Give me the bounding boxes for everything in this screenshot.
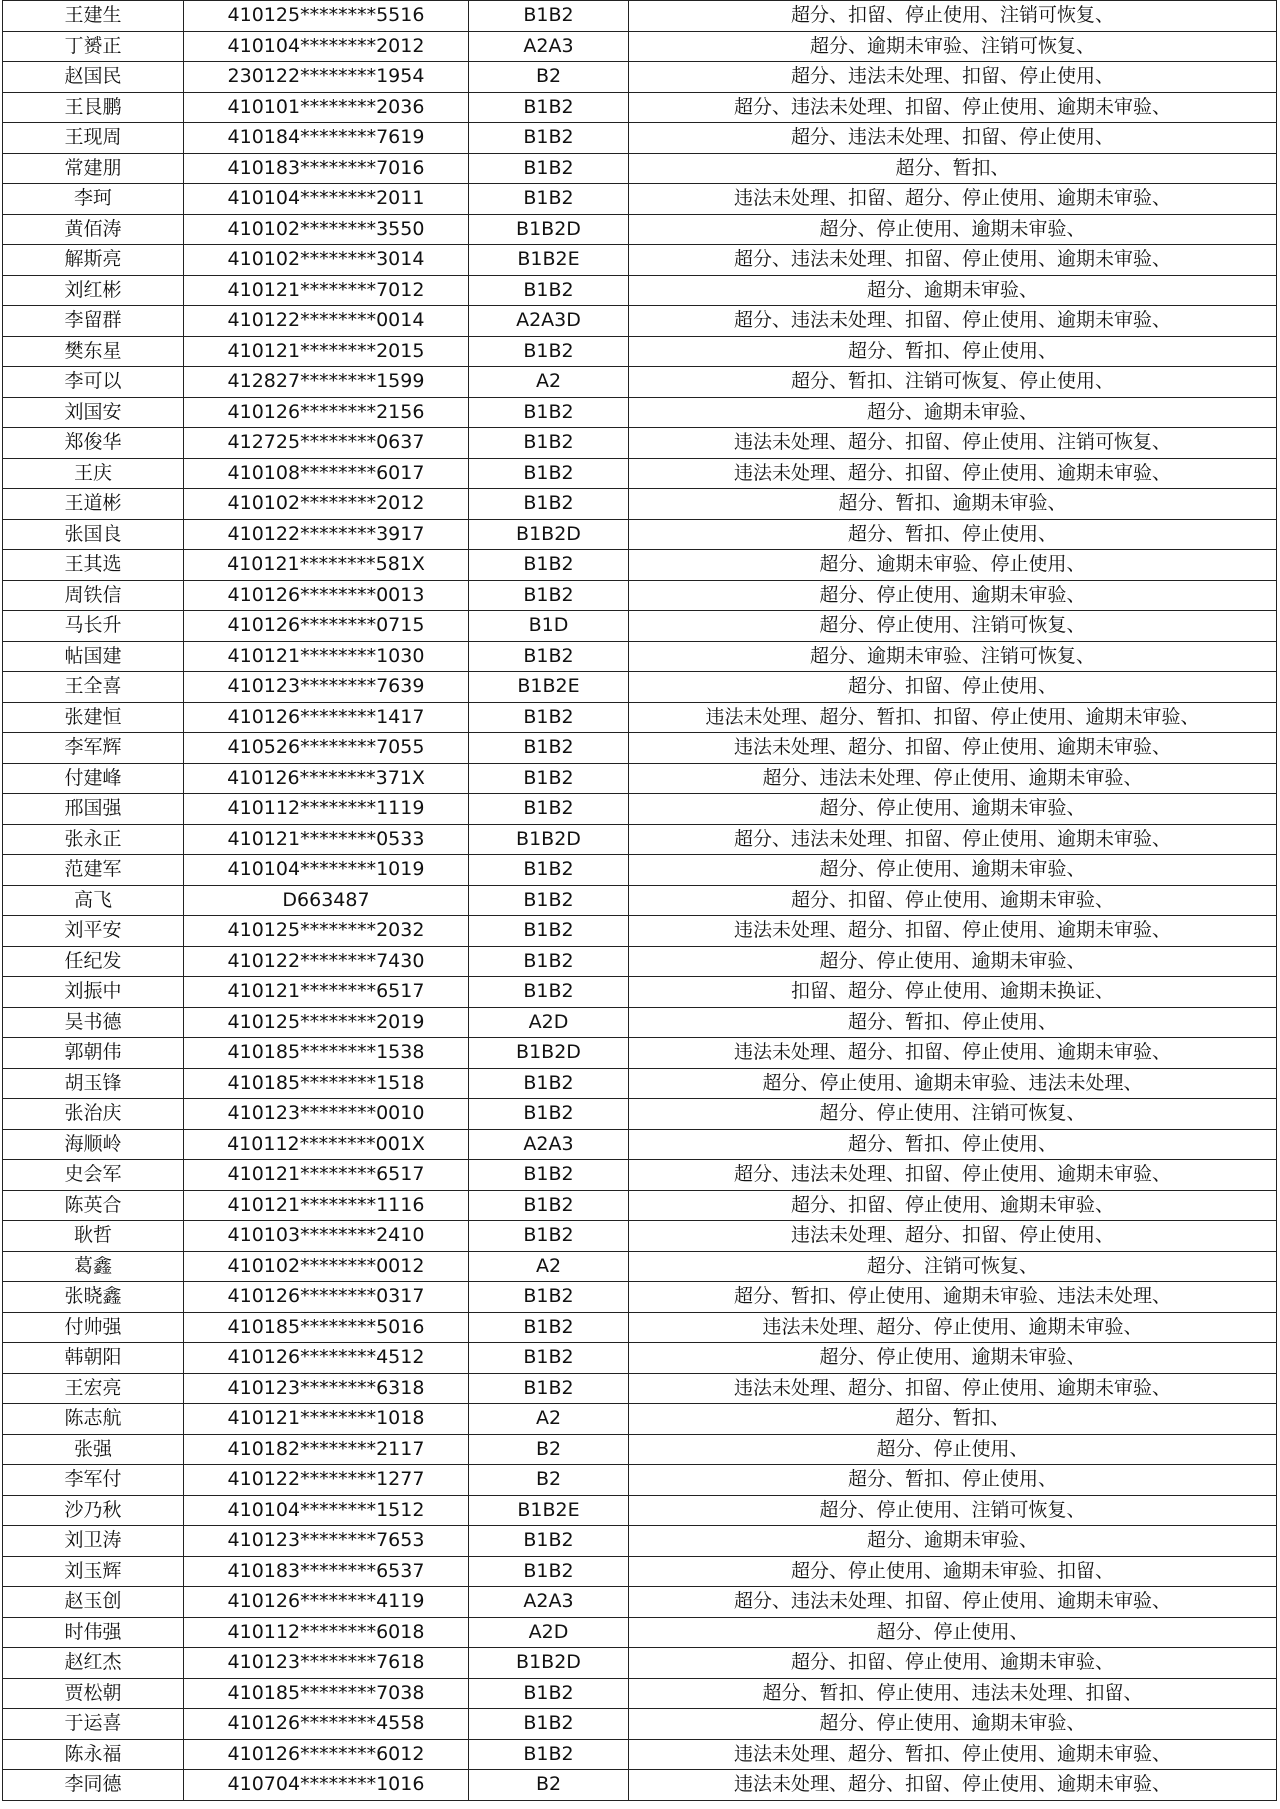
name-cell: 李可以 [3, 367, 184, 398]
id-number-cell: 410102********3550 [184, 214, 469, 245]
license-class-cell: B1B2 [469, 184, 629, 215]
license-class-cell: B1B2 [469, 1678, 629, 1709]
name-cell: 赵玉创 [3, 1587, 184, 1618]
id-number-cell: 410123********6318 [184, 1373, 469, 1404]
status-cell: 超分、违法未处理、扣留、停止使用、逾期未审验、 [629, 824, 1277, 855]
table-row [3, 763, 1277, 794]
table-row [3, 580, 1277, 611]
status-cell: 扣留、超分、停止使用、逾期未换证、 [629, 977, 1277, 1008]
name-cell: 王庆 [3, 458, 184, 489]
license-class-cell: A2 [469, 367, 629, 398]
table-row [3, 1404, 1277, 1435]
id-number-cell: 410126********1417 [184, 702, 469, 733]
license-class-cell: A2D [469, 1617, 629, 1648]
table-row [3, 519, 1277, 550]
table-row [3, 367, 1277, 398]
status-cell: 超分、逾期未审验、 [629, 397, 1277, 428]
id-number-cell: 410112********6018 [184, 1617, 469, 1648]
id-number-cell: 410122********0014 [184, 306, 469, 337]
table-row [3, 123, 1277, 154]
status-cell: 超分、暂扣、停止使用、 [629, 1129, 1277, 1160]
name-cell: 海顺岭 [3, 1129, 184, 1160]
id-number-cell: 410126********4512 [184, 1343, 469, 1374]
name-cell: 史会军 [3, 1160, 184, 1191]
status-cell: 超分、停止使用、逾期未审验、 [629, 1709, 1277, 1740]
status-cell: 违法未处理、超分、停止使用、逾期未审验、 [629, 1312, 1277, 1343]
license-class-cell: B1B2 [469, 1221, 629, 1252]
status-cell: 超分、违法未处理、扣留、停止使用、逾期未审验、 [629, 1587, 1277, 1618]
status-cell: 违法未处理、超分、扣留、停止使用、逾期未审验、 [629, 1038, 1277, 1069]
license-class-cell: B1B2 [469, 550, 629, 581]
table-row [3, 885, 1277, 916]
table-row [3, 1343, 1277, 1374]
name-cell: 张晓鑫 [3, 1282, 184, 1313]
license-class-cell: B1B2 [469, 1160, 629, 1191]
status-cell: 超分、违法未处理、停止使用、逾期未审验、 [629, 763, 1277, 794]
id-number-cell: 410103********2410 [184, 1221, 469, 1252]
status-cell: 超分、违法未处理、扣留、停止使用、逾期未审验、 [629, 1160, 1277, 1191]
license-class-cell: B1B2 [469, 92, 629, 123]
id-number-cell: 410182********2117 [184, 1434, 469, 1465]
license-class-cell: B1B2 [469, 489, 629, 520]
id-number-cell: 410121********6517 [184, 977, 469, 1008]
table-row [3, 1495, 1277, 1526]
id-number-cell: 410122********7430 [184, 946, 469, 977]
license-class-cell: B1B2 [469, 1099, 629, 1130]
license-class-cell: B1B2 [469, 977, 629, 1008]
license-class-cell: B1B2 [469, 1282, 629, 1313]
table-row [3, 733, 1277, 764]
license-class-cell: B2 [469, 1465, 629, 1496]
license-class-cell: A2 [469, 1404, 629, 1435]
name-cell: 付建峰 [3, 763, 184, 794]
table-row [3, 1007, 1277, 1038]
name-cell: 邢国强 [3, 794, 184, 825]
status-cell: 违法未处理、超分、扣留、停止使用、逾期未审验、 [629, 458, 1277, 489]
name-cell: 李珂 [3, 184, 184, 215]
license-class-cell: B1B2 [469, 916, 629, 947]
name-cell: 王宏亮 [3, 1373, 184, 1404]
name-cell: 张国良 [3, 519, 184, 550]
status-cell: 超分、停止使用、逾期未审验、 [629, 214, 1277, 245]
license-class-cell: B1B2 [469, 123, 629, 154]
status-cell: 超分、停止使用、 [629, 1434, 1277, 1465]
license-class-cell: B1D [469, 611, 629, 642]
status-cell: 超分、停止使用、逾期未审验、 [629, 580, 1277, 611]
id-number-cell: 410126********4119 [184, 1587, 469, 1618]
license-class-cell: A2A3D [469, 306, 629, 337]
status-cell: 超分、违法未处理、扣留、停止使用、逾期未审验、 [629, 245, 1277, 276]
name-cell: 黄佰涛 [3, 214, 184, 245]
status-cell: 超分、停止使用、注销可恢复、 [629, 1495, 1277, 1526]
id-number-cell: 410123********7639 [184, 672, 469, 703]
name-cell: 胡玉锋 [3, 1068, 184, 1099]
id-number-cell: 410123********7653 [184, 1526, 469, 1557]
name-cell: 李同德 [3, 1770, 184, 1801]
name-cell: 樊东星 [3, 336, 184, 367]
status-cell: 超分、暂扣、停止使用、 [629, 336, 1277, 367]
table-row [3, 1068, 1277, 1099]
table-row [3, 824, 1277, 855]
id-number-cell: 410104********2011 [184, 184, 469, 215]
table-row [3, 153, 1277, 184]
license-class-cell: B1B2E [469, 1495, 629, 1526]
name-cell: 帖国建 [3, 641, 184, 672]
status-cell: 超分、扣留、停止使用、注销可恢复、 [629, 1, 1277, 32]
id-number-cell: 412827********1599 [184, 367, 469, 398]
table-row [3, 1312, 1277, 1343]
id-number-cell: 410126********4558 [184, 1709, 469, 1740]
id-number-cell: 410185********7038 [184, 1678, 469, 1709]
table-row [3, 1648, 1277, 1679]
id-number-cell: 410183********7016 [184, 153, 469, 184]
id-number-cell: 230122********1954 [184, 62, 469, 93]
status-cell: 超分、暂扣、逾期未审验、 [629, 489, 1277, 520]
status-cell: 超分、违法未处理、扣留、停止使用、 [629, 123, 1277, 154]
table-row [3, 1221, 1277, 1252]
license-class-cell: A2A3 [469, 31, 629, 62]
status-cell: 超分、违法未处理、扣留、停止使用、逾期未审验、 [629, 92, 1277, 123]
status-cell: 超分、注销可恢复、 [629, 1251, 1277, 1282]
table-row [3, 31, 1277, 62]
status-cell: 违法未处理、超分、暂扣、停止使用、逾期未审验、 [629, 1739, 1277, 1770]
status-cell: 超分、扣留、停止使用、 [629, 672, 1277, 703]
license-class-cell: B1B2D [469, 1648, 629, 1679]
license-class-cell: B1B2 [469, 1343, 629, 1374]
id-number-cell: 410121********0533 [184, 824, 469, 855]
id-number-cell: 410126********6012 [184, 1739, 469, 1770]
table-row [3, 1099, 1277, 1130]
license-class-cell: B1B2 [469, 580, 629, 611]
table-row [3, 1251, 1277, 1282]
table-row [3, 1282, 1277, 1313]
license-class-cell: B1B2 [469, 428, 629, 459]
status-cell: 超分、暂扣、停止使用、 [629, 519, 1277, 550]
status-cell: 违法未处理、超分、扣留、停止使用、 [629, 1221, 1277, 1252]
status-cell: 违法未处理、超分、扣留、停止使用、逾期未审验、 [629, 733, 1277, 764]
license-class-cell: A2A3 [469, 1129, 629, 1160]
status-cell: 超分、停止使用、逾期未审验、 [629, 855, 1277, 886]
id-number-cell: 410101********2036 [184, 92, 469, 123]
id-number-cell: 410102********0012 [184, 1251, 469, 1282]
license-class-cell: B1B2 [469, 702, 629, 733]
table-row [3, 1465, 1277, 1496]
id-number-cell: 410125********2032 [184, 916, 469, 947]
name-cell: 时伟强 [3, 1617, 184, 1648]
license-class-cell: B1B2 [469, 336, 629, 367]
status-cell: 超分、扣留、停止使用、逾期未审验、 [629, 1190, 1277, 1221]
table-row [3, 214, 1277, 245]
id-number-cell: 410121********1116 [184, 1190, 469, 1221]
table-row [3, 245, 1277, 276]
license-class-cell: B1B2D [469, 1038, 629, 1069]
table-row [3, 1160, 1277, 1191]
status-cell: 超分、违法未处理、扣留、停止使用、 [629, 62, 1277, 93]
name-cell: 郭朝伟 [3, 1038, 184, 1069]
status-cell: 超分、逾期未审验、 [629, 1526, 1277, 1557]
license-class-cell: B1B2 [469, 1526, 629, 1557]
name-cell: 刘平安 [3, 916, 184, 947]
table-row [3, 336, 1277, 367]
name-cell: 李军辉 [3, 733, 184, 764]
license-class-cell: B1B2E [469, 672, 629, 703]
status-cell: 超分、逾期未审验、注销可恢复、 [629, 31, 1277, 62]
name-cell: 王建生 [3, 1, 184, 32]
table-row [3, 1, 1277, 32]
id-number-cell: 410112********001X [184, 1129, 469, 1160]
id-number-cell: 410185********1518 [184, 1068, 469, 1099]
name-cell: 张永正 [3, 824, 184, 855]
status-cell: 违法未处理、超分、暂扣、扣留、停止使用、逾期未审验、 [629, 702, 1277, 733]
table-row [3, 306, 1277, 337]
id-number-cell: 410126********0715 [184, 611, 469, 642]
name-cell: 张治庆 [3, 1099, 184, 1130]
id-number-cell: 410125********2019 [184, 1007, 469, 1038]
name-cell: 马长升 [3, 611, 184, 642]
id-number-cell: 410112********1119 [184, 794, 469, 825]
id-number-cell: 410121********7012 [184, 275, 469, 306]
status-cell: 超分、停止使用、逾期未审验、扣留、 [629, 1556, 1277, 1587]
id-number-cell: 410183********6537 [184, 1556, 469, 1587]
status-cell: 超分、暂扣、停止使用、违法未处理、扣留、 [629, 1678, 1277, 1709]
table-row [3, 1587, 1277, 1618]
name-cell: 付帅强 [3, 1312, 184, 1343]
id-number-cell: 410126********371X [184, 763, 469, 794]
table-row [3, 428, 1277, 459]
table-row [3, 1770, 1277, 1801]
id-number-cell: 412725********0637 [184, 428, 469, 459]
name-cell: 陈永福 [3, 1739, 184, 1770]
name-cell: 王现周 [3, 123, 184, 154]
table-row [3, 794, 1277, 825]
status-cell: 超分、逾期未审验、注销可恢复、 [629, 641, 1277, 672]
license-class-cell: B1B2D [469, 214, 629, 245]
id-number-cell: 410123********0010 [184, 1099, 469, 1130]
status-cell: 超分、停止使用、逾期未审验、 [629, 1343, 1277, 1374]
license-class-cell: B1B2 [469, 275, 629, 306]
name-cell: 吴书德 [3, 1007, 184, 1038]
id-number-cell: 410121********581X [184, 550, 469, 581]
id-number-cell: 410526********7055 [184, 733, 469, 764]
name-cell: 刘国安 [3, 397, 184, 428]
table-row [3, 1129, 1277, 1160]
name-cell: 韩朝阳 [3, 1343, 184, 1374]
status-cell: 超分、扣留、停止使用、逾期未审验、 [629, 885, 1277, 916]
name-cell: 张强 [3, 1434, 184, 1465]
table-row [3, 1434, 1277, 1465]
table-row [3, 855, 1277, 886]
name-cell: 陈志航 [3, 1404, 184, 1435]
id-number-cell: 410121********1018 [184, 1404, 469, 1435]
license-class-cell: B1B2 [469, 1, 629, 32]
id-number-cell: 410102********2012 [184, 489, 469, 520]
name-cell: 王全喜 [3, 672, 184, 703]
table-row [3, 641, 1277, 672]
id-number-cell: 410126********2156 [184, 397, 469, 428]
table-row [3, 916, 1277, 947]
id-number-cell: 410104********1512 [184, 1495, 469, 1526]
table-row [3, 1709, 1277, 1740]
name-cell: 葛鑫 [3, 1251, 184, 1282]
table-row [3, 1617, 1277, 1648]
name-cell: 郑俊华 [3, 428, 184, 459]
name-cell: 解斯亮 [3, 245, 184, 276]
name-cell: 耿哲 [3, 1221, 184, 1252]
table-row [3, 184, 1277, 215]
license-class-cell: B1B2 [469, 855, 629, 886]
license-class-cell: B2 [469, 62, 629, 93]
name-cell: 刘振中 [3, 977, 184, 1008]
name-cell: 李军付 [3, 1465, 184, 1496]
id-number-cell: 410108********6017 [184, 458, 469, 489]
license-class-cell: B2 [469, 1434, 629, 1465]
license-class-cell: B1B2 [469, 153, 629, 184]
status-cell: 超分、停止使用、逾期未审验、 [629, 794, 1277, 825]
records-body [3, 1, 1277, 1801]
table-row [3, 702, 1277, 733]
name-cell: 高飞 [3, 885, 184, 916]
license-class-cell: B1B2D [469, 824, 629, 855]
license-class-cell: A2A3 [469, 1587, 629, 1618]
id-number-cell: 410184********7619 [184, 123, 469, 154]
license-class-cell: B1B2 [469, 763, 629, 794]
license-class-cell: B1B2 [469, 946, 629, 977]
name-cell: 赵红杰 [3, 1648, 184, 1679]
status-cell: 超分、停止使用、逾期未审验、 [629, 946, 1277, 977]
table-row [3, 1556, 1277, 1587]
name-cell: 沙乃秋 [3, 1495, 184, 1526]
status-cell: 超分、暂扣、 [629, 1404, 1277, 1435]
table-row [3, 397, 1277, 428]
status-cell: 违法未处理、扣留、超分、停止使用、逾期未审验、 [629, 184, 1277, 215]
id-number-cell: 410121********6517 [184, 1160, 469, 1191]
name-cell: 王艮鹏 [3, 92, 184, 123]
status-cell: 超分、扣留、停止使用、逾期未审验、 [629, 1648, 1277, 1679]
id-number-cell: 410102********3014 [184, 245, 469, 276]
license-class-cell: B1B2E [469, 245, 629, 276]
license-class-cell: B1B2 [469, 733, 629, 764]
table-row [3, 977, 1277, 1008]
license-class-cell: B1B2D [469, 519, 629, 550]
table-row [3, 611, 1277, 642]
id-number-cell: 410104********1019 [184, 855, 469, 886]
license-class-cell: B1B2 [469, 1556, 629, 1587]
license-class-cell: A2 [469, 1251, 629, 1282]
status-cell: 超分、暂扣、停止使用、 [629, 1007, 1277, 1038]
table-row [3, 1739, 1277, 1770]
id-number-cell: 410104********2012 [184, 31, 469, 62]
license-class-cell: B1B2 [469, 1068, 629, 1099]
table-row [3, 1373, 1277, 1404]
name-cell: 范建军 [3, 855, 184, 886]
table-row [3, 672, 1277, 703]
table-row [3, 946, 1277, 977]
id-number-cell: 410125********5516 [184, 1, 469, 32]
license-class-cell: B1B2 [469, 641, 629, 672]
id-number-cell: 410185********5016 [184, 1312, 469, 1343]
name-cell: 常建朋 [3, 153, 184, 184]
license-class-cell: B1B2 [469, 1709, 629, 1740]
id-number-cell: 410126********0013 [184, 580, 469, 611]
name-cell: 王其选 [3, 550, 184, 581]
table-row [3, 1526, 1277, 1557]
name-cell: 刘玉辉 [3, 1556, 184, 1587]
license-class-cell: A2D [469, 1007, 629, 1038]
name-cell: 刘卫涛 [3, 1526, 184, 1557]
table-row [3, 1038, 1277, 1069]
table-row [3, 458, 1277, 489]
name-cell: 丁赟正 [3, 31, 184, 62]
id-number-cell: 410126********0317 [184, 1282, 469, 1313]
id-number-cell: D663487 [184, 885, 469, 916]
name-cell: 赵国民 [3, 62, 184, 93]
table-row [3, 92, 1277, 123]
name-cell: 任纪发 [3, 946, 184, 977]
status-cell: 超分、暂扣、停止使用、 [629, 1465, 1277, 1496]
name-cell: 周铁信 [3, 580, 184, 611]
license-class-cell: B1B2 [469, 458, 629, 489]
status-cell: 违法未处理、超分、扣留、停止使用、逾期未审验、 [629, 1770, 1277, 1801]
name-cell: 于运喜 [3, 1709, 184, 1740]
license-class-cell: B1B2 [469, 1190, 629, 1221]
license-class-cell: B1B2 [469, 397, 629, 428]
id-number-cell: 410123********7618 [184, 1648, 469, 1679]
id-number-cell: 410704********1016 [184, 1770, 469, 1801]
name-cell: 王道彬 [3, 489, 184, 520]
name-cell: 贾松朝 [3, 1678, 184, 1709]
table-row [3, 62, 1277, 93]
status-cell: 违法未处理、超分、扣留、停止使用、逾期未审验、 [629, 916, 1277, 947]
status-cell: 超分、暂扣、 [629, 153, 1277, 184]
license-class-cell: B1B2 [469, 885, 629, 916]
status-cell: 违法未处理、超分、扣留、停止使用、注销可恢复、 [629, 428, 1277, 459]
status-cell: 违法未处理、超分、扣留、停止使用、逾期未审验、 [629, 1373, 1277, 1404]
id-number-cell: 410122********3917 [184, 519, 469, 550]
name-cell: 刘红彬 [3, 275, 184, 306]
status-cell: 超分、逾期未审验、 [629, 275, 1277, 306]
license-class-cell: B2 [469, 1770, 629, 1801]
table-row [3, 1678, 1277, 1709]
id-number-cell: 410121********2015 [184, 336, 469, 367]
status-cell: 超分、违法未处理、扣留、停止使用、逾期未审验、 [629, 306, 1277, 337]
status-cell: 超分、逾期未审验、停止使用、 [629, 550, 1277, 581]
status-cell: 超分、停止使用、注销可恢复、 [629, 1099, 1277, 1130]
id-number-cell: 410121********1030 [184, 641, 469, 672]
table-row [3, 1190, 1277, 1221]
license-class-cell: B1B2 [469, 794, 629, 825]
status-cell: 超分、停止使用、逾期未审验、违法未处理、 [629, 1068, 1277, 1099]
table-row [3, 550, 1277, 581]
license-class-cell: B1B2 [469, 1739, 629, 1770]
license-class-cell: B1B2 [469, 1312, 629, 1343]
table-row [3, 489, 1277, 520]
status-cell: 超分、暂扣、停止使用、逾期未审验、违法未处理、 [629, 1282, 1277, 1313]
name-cell: 陈英合 [3, 1190, 184, 1221]
name-cell: 李留群 [3, 306, 184, 337]
records-table [2, 0, 1277, 1801]
id-number-cell: 410122********1277 [184, 1465, 469, 1496]
id-number-cell: 410185********1538 [184, 1038, 469, 1069]
status-cell: 超分、停止使用、注销可恢复、 [629, 611, 1277, 642]
license-class-cell: B1B2 [469, 1373, 629, 1404]
status-cell: 超分、暂扣、注销可恢复、停止使用、 [629, 367, 1277, 398]
table-row [3, 275, 1277, 306]
status-cell: 超分、停止使用、 [629, 1617, 1277, 1648]
name-cell: 张建恒 [3, 702, 184, 733]
